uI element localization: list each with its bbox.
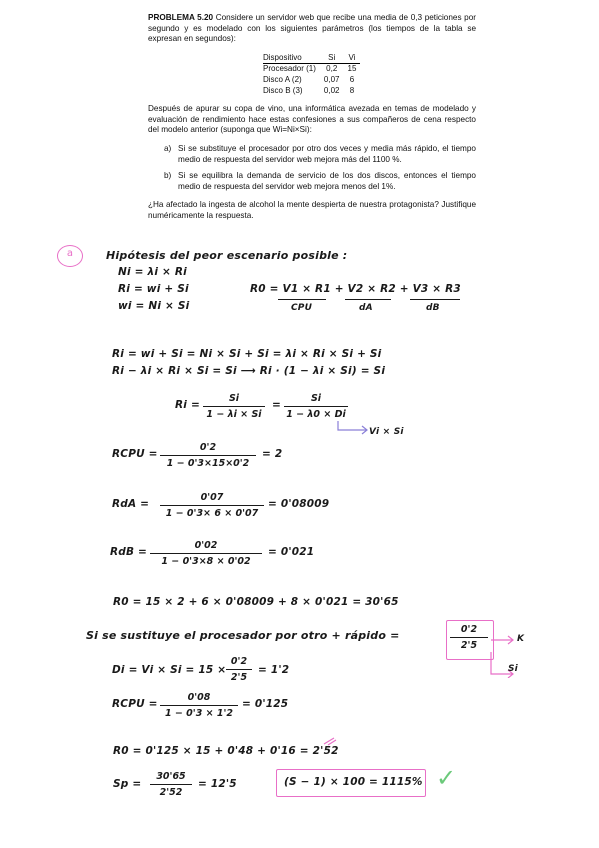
rda-result: = 0'08009 bbox=[268, 498, 330, 510]
rcpu-new-fraction bbox=[160, 692, 238, 719]
formula-ri: Ri = wi + Si bbox=[118, 283, 189, 295]
ri-lhs: Ri = bbox=[175, 399, 200, 411]
sp-lhs: Sp = bbox=[113, 778, 142, 790]
equals-sign: = bbox=[272, 399, 281, 411]
list-item bbox=[164, 144, 476, 165]
di-result: = 1'2 bbox=[258, 664, 290, 676]
fraction-numerator: 0'02 bbox=[194, 540, 218, 551]
cell-si: 0,07 bbox=[323, 74, 340, 84]
table-row bbox=[263, 86, 360, 97]
label-da: dA bbox=[359, 303, 373, 313]
fraction-denominator: 1 − 0'3×8 × 0'02 bbox=[161, 556, 251, 567]
rda-fraction bbox=[160, 492, 264, 519]
table-header-row bbox=[263, 53, 360, 64]
substitution-heading: Si se sustituye el procesador por otro + rápido = bbox=[86, 629, 400, 642]
sp-result: = 12'5 bbox=[198, 778, 237, 790]
label-cpu: CPU bbox=[291, 303, 313, 313]
label-db: dB bbox=[426, 303, 440, 313]
rcpu-fraction bbox=[160, 442, 256, 469]
underline-da bbox=[345, 299, 391, 300]
cell-device: Procesador (1) bbox=[263, 64, 316, 74]
fraction-denominator: 1 − 0'3×15×0'2 bbox=[166, 458, 250, 469]
di-definition: Vi × Si bbox=[369, 427, 404, 437]
rdb-result: = 0'021 bbox=[268, 546, 315, 558]
formula-wi: wi = Ni × Si bbox=[118, 300, 190, 312]
part-label: a bbox=[66, 248, 74, 259]
fraction-denominator: 1 − λ0 × Di bbox=[286, 409, 346, 420]
rdb-fraction bbox=[150, 540, 262, 567]
statement-list bbox=[148, 144, 476, 192]
header-si: Si bbox=[320, 53, 344, 64]
ri-fraction-di bbox=[284, 393, 348, 420]
fraction-numerator: 0'07 bbox=[200, 492, 224, 503]
problem-statement bbox=[148, 13, 476, 230]
fraction-denominator: 2'52 bbox=[159, 787, 183, 798]
header-vi: Vi bbox=[344, 53, 361, 64]
cell-device: Disco A (2) bbox=[263, 74, 302, 84]
underline-db bbox=[410, 299, 460, 300]
item-label: b) bbox=[164, 171, 172, 181]
rda-lhs: RdA = bbox=[112, 498, 150, 510]
formula-r0: R0 = V1 × R1 + V2 × R2 + V3 × R3 bbox=[250, 283, 461, 295]
r0-new: R0 = 0'125 × 15 + 0'48 + 0'16 = 2'52 bbox=[113, 745, 339, 757]
fraction-numerator: 30'65 bbox=[156, 771, 186, 782]
rcpu-new-lhs: RCPU = bbox=[112, 698, 158, 710]
cell-vi: 15 bbox=[347, 64, 357, 74]
item-text: Si se substituye el procesador por otro dos veces y media más rápido, el tiempo medio de respuesta del servidor web mejora más del 1100 %. bbox=[178, 143, 476, 164]
fraction-numerator: 0'2 bbox=[460, 624, 478, 635]
fraction-denominator: 1 − 0'3 × 1'2 bbox=[164, 708, 234, 719]
rcpu-result: = 2 bbox=[262, 448, 283, 460]
derivation-line-2: Ri − λi × Ri × Si = Si ⟶ Ri · (1 − λi × Si) = Si bbox=[112, 365, 386, 377]
cell-vi: 8 bbox=[349, 85, 355, 95]
fraction-denominator: 1 − 0'3× 6 × 0'07 bbox=[165, 508, 259, 519]
formula-ni: Ni = λi × Ri bbox=[118, 266, 187, 278]
derivation-line-1: Ri = wi + Si = Ni × Si + Si = λi × Ri × Si + Si bbox=[112, 348, 382, 360]
highlight-tick-icon bbox=[322, 736, 338, 746]
sp-fraction bbox=[150, 771, 192, 798]
rcpu-lhs: RCPU = bbox=[112, 448, 158, 460]
item-text: Si se equilibra la demanda de servicio de los dos discos, entonces el tiempo medio de respuesta del servidor web mejora menos del 1%. bbox=[178, 171, 476, 191]
cell-vi: 6 bbox=[349, 74, 355, 84]
check-icon: ✓ bbox=[436, 764, 457, 792]
percent-result: (S − 1) × 100 = 1115% bbox=[284, 776, 423, 788]
rcpu-new-result: = 0'125 bbox=[242, 698, 289, 710]
di-lhs: Di = Vi × Si = 15 × bbox=[112, 664, 227, 676]
fraction-denominator: 2'5 bbox=[460, 640, 478, 651]
cell-si: 0,2 bbox=[326, 64, 338, 74]
item-label: a) bbox=[164, 143, 172, 153]
fraction-denominator: 1 − λi × Si bbox=[206, 409, 262, 420]
fraction-numerator: 0'2 bbox=[230, 656, 248, 667]
list-item bbox=[164, 171, 476, 192]
fraction-numerator: Si bbox=[228, 393, 240, 404]
ri-fraction bbox=[203, 393, 265, 420]
cell-device: Disco B (3) bbox=[263, 85, 303, 95]
speedup-fraction bbox=[450, 624, 488, 651]
di-fraction bbox=[226, 656, 252, 683]
parameters-table bbox=[263, 53, 360, 96]
problem-title: PROBLEMA 5.20 bbox=[148, 13, 214, 22]
underline-cpu bbox=[278, 299, 326, 300]
problem-intro-text: Considere un servidor web que recibe una media de 0,3 peticiones por segundo y es modelado con los siguientes parámetros (los tiempos de la tabla se expresan en segundos): bbox=[148, 13, 476, 44]
si-label: Si bbox=[508, 664, 518, 674]
fraction-numerator: 0'08 bbox=[187, 692, 211, 703]
fraction-numerator: 0'2 bbox=[199, 442, 217, 453]
fraction-numerator: Si bbox=[310, 393, 322, 404]
header-device: Dispositivo bbox=[263, 53, 320, 64]
problem-question: ¿Ha afectado la ingesta de alcohol la mente despierta de nuestra protagonista? Justifique numéricamente la respuesta. bbox=[148, 200, 476, 220]
problem-intro bbox=[148, 13, 476, 45]
part-label-circle bbox=[57, 245, 83, 267]
arrow-icon bbox=[336, 420, 370, 436]
table-row bbox=[263, 64, 360, 75]
r0-total: R0 = 15 × 2 + 6 × 0'08009 + 8 × 0'021 = 30'65 bbox=[113, 596, 399, 608]
k-label: K bbox=[517, 634, 525, 644]
problem-para2: Después de apurar su copa de vino, una informática avezada en temas de modelado y evaluación de rendimiento hace estas confesiones a sus compañeros de cena respecto del modelo anterior (suponga que Wi=Ni×Si): bbox=[148, 104, 476, 135]
hypothesis-heading: Hipótesis del peor escenario posible : bbox=[106, 249, 348, 262]
table-row bbox=[263, 75, 360, 86]
fraction-denominator: 2'5 bbox=[230, 672, 248, 683]
rdb-lhs: RdB = bbox=[110, 546, 148, 558]
cell-si: 0,02 bbox=[323, 85, 340, 95]
